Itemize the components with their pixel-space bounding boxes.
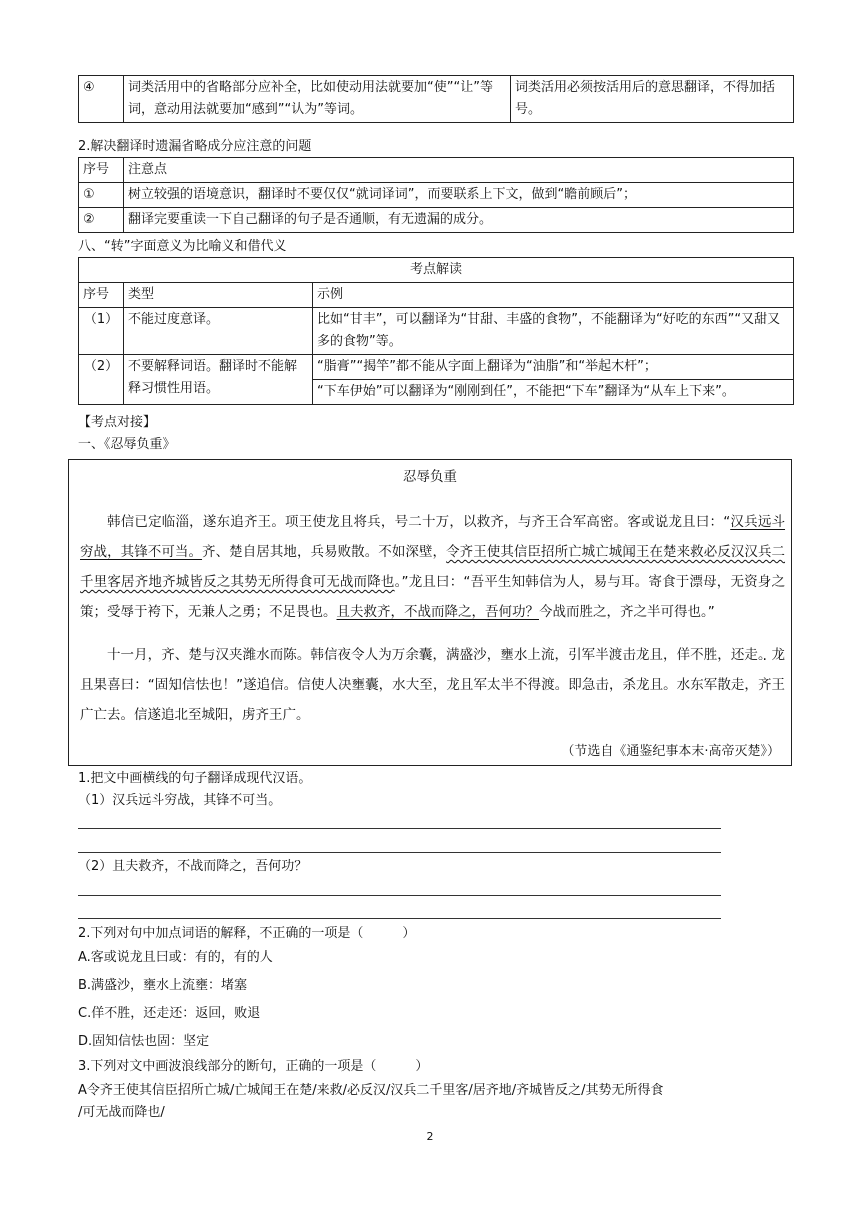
- type-cell: 不要解释词语。翻译时不能解释习惯性用语。: [124, 355, 313, 405]
- question-3: 3.下列对文中画波浪线部分的断句，正确的一项是（ ）: [78, 1059, 429, 1074]
- example-cell: “脂膏”“揭竿”都不能从字面上翻译为“油脂”和“举起木杆”；: [313, 355, 794, 380]
- type-cell: 不能过度意译。: [124, 308, 313, 355]
- option-a[interactable]: A.客或说龙且曰或：有的，有的人: [78, 950, 273, 965]
- analysis-table: [78, 257, 794, 405]
- option-d[interactable]: D.固知信怯也固：坚定: [78, 1034, 210, 1049]
- dotted-word: 或: [641, 514, 655, 530]
- row-number: （2）: [79, 355, 124, 405]
- dotted-word: 走: [744, 647, 758, 663]
- question-1-part-1: （1）汉兵远斗穷战，其锋不可当。: [78, 793, 282, 808]
- underlined-sentence: 汉兵远斗穷战，其锋不可当。: [80, 514, 786, 560]
- passage-paragraph: 韩信已定临淄，遂东追齐王。项王使龙且将兵，号二十万，以救齐，与齐王合军高密。客或说龙且曰：“汉兵远斗穷战，其锋不可当。齐、楚自居其地，兵易败散。不如深壁，令齐王使其信臣招所亡城亡城闻王在楚来救必反汉汉兵二千里客居齐地齐城皆反之其势无所得食可无战而降也。”龙且曰：“吾平生知韩信为人，易与耳。寄食于漂母，无资身之策；受辱于袴下，无兼人之勇；不足畏也。且夫救齐，不战而降之，吾何功？今战而胜之，齐之半可得也。”: [80, 514, 786, 620]
- practice-heading: 【考点对接】: [78, 415, 157, 430]
- note-cell: 词类活用中的省略部分应补全，比如使动用法就要加“使”“让”等词，意动用法就要加“感到”“认为”等词。: [124, 76, 511, 123]
- row-number: ②: [79, 208, 124, 233]
- option-b[interactable]: B.满盛沙，壅水上流壅：堵塞: [78, 978, 248, 993]
- answer-line[interactable]: [78, 895, 721, 896]
- page-number: 2: [426, 1130, 434, 1143]
- dotted-word: 固: [154, 677, 169, 693]
- option-a[interactable]: A令齐王使其信臣招所亡城/亡城闻王在楚/来救/必反汉/汉兵二千里客/居齐地/齐城皆反之/其势无所得食: [78, 1083, 664, 1098]
- passage-source: （节选自《通鉴纪事本末·高帝灭楚》）: [561, 744, 780, 759]
- note-cell: 词类活用必须按活用后的意思翻译，不得加括号。: [511, 76, 794, 123]
- header-cell: 序号: [79, 158, 124, 183]
- wavy-underlined-passage: 令齐王使其信臣招所亡城亡城闻王在楚来救必反汉汉兵二千里客居齐地齐城皆反之其势无所得食可无战而降也: [80, 544, 786, 590]
- attention-table: [78, 157, 794, 233]
- question-1-part-2: （2）且夫救齐，不战而降之，吾何功？: [78, 859, 308, 874]
- question-2: 2.下列对句中加点词语的解释，不正确的一项是（ ）: [78, 926, 416, 941]
- row-number: ④: [79, 76, 124, 123]
- note-cell: 树立较强的语境意识，翻译时不要仅仅“就词译词”，而要联系上下文，做到“瞻前顾后”；: [124, 183, 794, 208]
- section-title: 2.解决翻译时遗漏省略成分应注意的问题: [78, 139, 312, 154]
- header-cell: 示例: [313, 283, 794, 308]
- option-a-continued: /可无战而降也/: [78, 1105, 165, 1120]
- example-cell: “下车伊始”可以翻译为“刚刚到任”，不能把“下车”翻译为“从车上下来”。: [313, 380, 794, 405]
- table-row-4: [78, 75, 794, 123]
- row-number: （1）: [79, 308, 124, 355]
- table-caption: 考点解读: [79, 258, 794, 283]
- answer-line[interactable]: [78, 828, 721, 829]
- passage-title: 忍辱负重: [403, 469, 457, 485]
- row-number: ①: [79, 183, 124, 208]
- note-cell: 翻译完要重读一下自己翻译的句子是否通顺，有无遗漏的成分。: [124, 208, 794, 233]
- answer-line[interactable]: [78, 852, 721, 853]
- underlined-sentence: 且夫救齐，不战而降之，吾何功？: [336, 604, 539, 620]
- dotted-word: 壅: [500, 647, 514, 663]
- answer-line[interactable]: [78, 918, 721, 919]
- option-c[interactable]: C.佯不胜，还走还：返回，败退: [78, 1006, 261, 1021]
- question-1: 1.把文中画横线的句子翻译成现代汉语。: [78, 771, 312, 786]
- practice-subheading: 一、《忍辱负重》: [78, 437, 176, 452]
- header-cell: 类型: [124, 283, 313, 308]
- section-title: 八、“转”字面意义为比喻义和借代义: [78, 239, 287, 254]
- example-cell: 比如“甘丰”，可以翻译为“甘甜、丰盛的食物”，不能翻译为“好吃的东西”“又甜又多的食物”等。: [313, 308, 794, 355]
- passage-paragraph: 十一月，齐、楚与汉夹潍水而陈。韩信夜令人为万余囊，满盛沙，壅水上流，引军半渡击龙且，佯不胜，还走。龙且果喜曰：“固知信怯也！”遂追信。信使人决壅囊，水大至，龙且军太半不得渡。即急击，杀龙且。水东军散走，齐王广亡去。信遂追北至城阳，虏齐王广。: [80, 647, 786, 723]
- header-cell: 序号: [79, 283, 124, 308]
- header-cell: 注意点: [124, 158, 794, 183]
